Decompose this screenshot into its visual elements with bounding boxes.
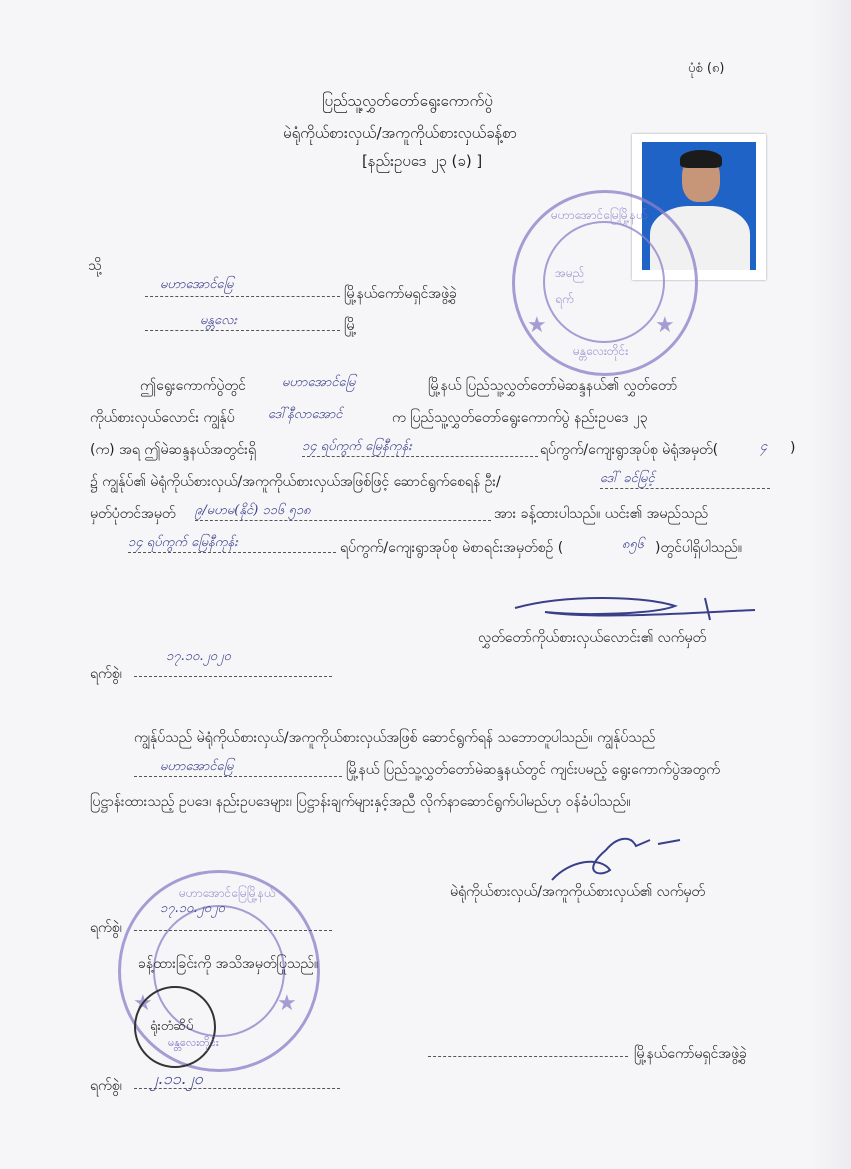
hw-booth-number: ၄: [760, 439, 768, 454]
header-line-1: ပြည်သူ့လွှတ်တော်ရွေးကောက်ပွဲ: [322, 92, 493, 110]
town-label: မြို့: [344, 318, 357, 334]
date-label-3: ရက်စွဲ၊: [90, 1078, 122, 1094]
candidate-signature-label: လွှတ်တော်ကိုယ်စားလှယ်လောင်း၏ လက်မှတ်: [478, 630, 707, 646]
commission-label: မြို့နယ်ကော်မရှင်အဖွဲ့ခွဲ: [344, 286, 457, 302]
hw-township-2: မဟာအောင်မြေ: [160, 759, 234, 774]
page-edge: [811, 0, 851, 1169]
hw-date-3: ၂.၁၁.၂၀: [150, 1069, 203, 1088]
hw-ward-2: ၁၄ ရပ်ကွက် မြေနီကုန်း: [128, 535, 238, 550]
acknowledgement-text: ခန့်ထားခြင်းကို အသိအမှတ်ပြုသည်။: [138, 956, 319, 972]
hw-candidate-name: ဒေါ်နီလာအောင်: [268, 407, 343, 422]
handwritten-township: မဟာအောင်မြေ: [160, 277, 234, 292]
header-line-3: [နည်းဥပဒေ ၂၃ (ခ) ]: [362, 152, 483, 170]
to-label: သို့: [88, 258, 102, 274]
date-label-1: ရက်စွဲ၊: [90, 666, 122, 682]
hw-date-2: ၁၇.၁၀.၂၀၂၀: [160, 901, 225, 916]
form-number: ပုံစံ (၈): [688, 61, 725, 76]
office-stamp-top: မဟာအောင်မြေမြို့နယ် မန္တလေးတိုင်း အမည် ရက် ★ ★: [512, 190, 698, 376]
header-line-2: မဲရုံကိုယ်စားလှယ်/အကူကိုယ်စားလှယ်ခန့်စာ: [283, 124, 518, 142]
commission-signature-label: မြို့နယ်ကော်မရှင်အဖွဲ့ခွဲ: [634, 1046, 747, 1062]
hw-nrc-number: ၉/မဟမ(နိုင်) ၁၁၆ ၅၁၈: [195, 503, 311, 518]
hw-date-1: ၁၇.၁၀.၂၀၂၀: [166, 649, 231, 664]
candidate-signature: [505, 590, 765, 630]
hw-roll-number: ၈၅၆: [622, 537, 645, 552]
office-stamp-bottom: မဟာအောင်မြေမြို့နယ် ★ ★: [118, 870, 320, 1072]
hw-ward: ၁၄ ရပ်ကွက် မြေနီကုန်း: [302, 439, 412, 454]
agent-signature-label: မဲရုံကိုယ်စားလှယ်/အကူကိုယ်စားလှယ်၏ လက်မှတ်: [450, 884, 706, 900]
date-label-2: ရက်စွဲ၊: [90, 920, 122, 936]
agent-signature: [540, 820, 700, 890]
handwritten-town: မန္တလေး: [200, 313, 237, 328]
hw-township: မဟာအောင်မြေ: [282, 375, 356, 390]
hw-agent-name: ဒေါ် ခင်မြင့်: [600, 471, 655, 486]
seal-label: ရုံးတံဆိပ်: [150, 1019, 194, 1034]
